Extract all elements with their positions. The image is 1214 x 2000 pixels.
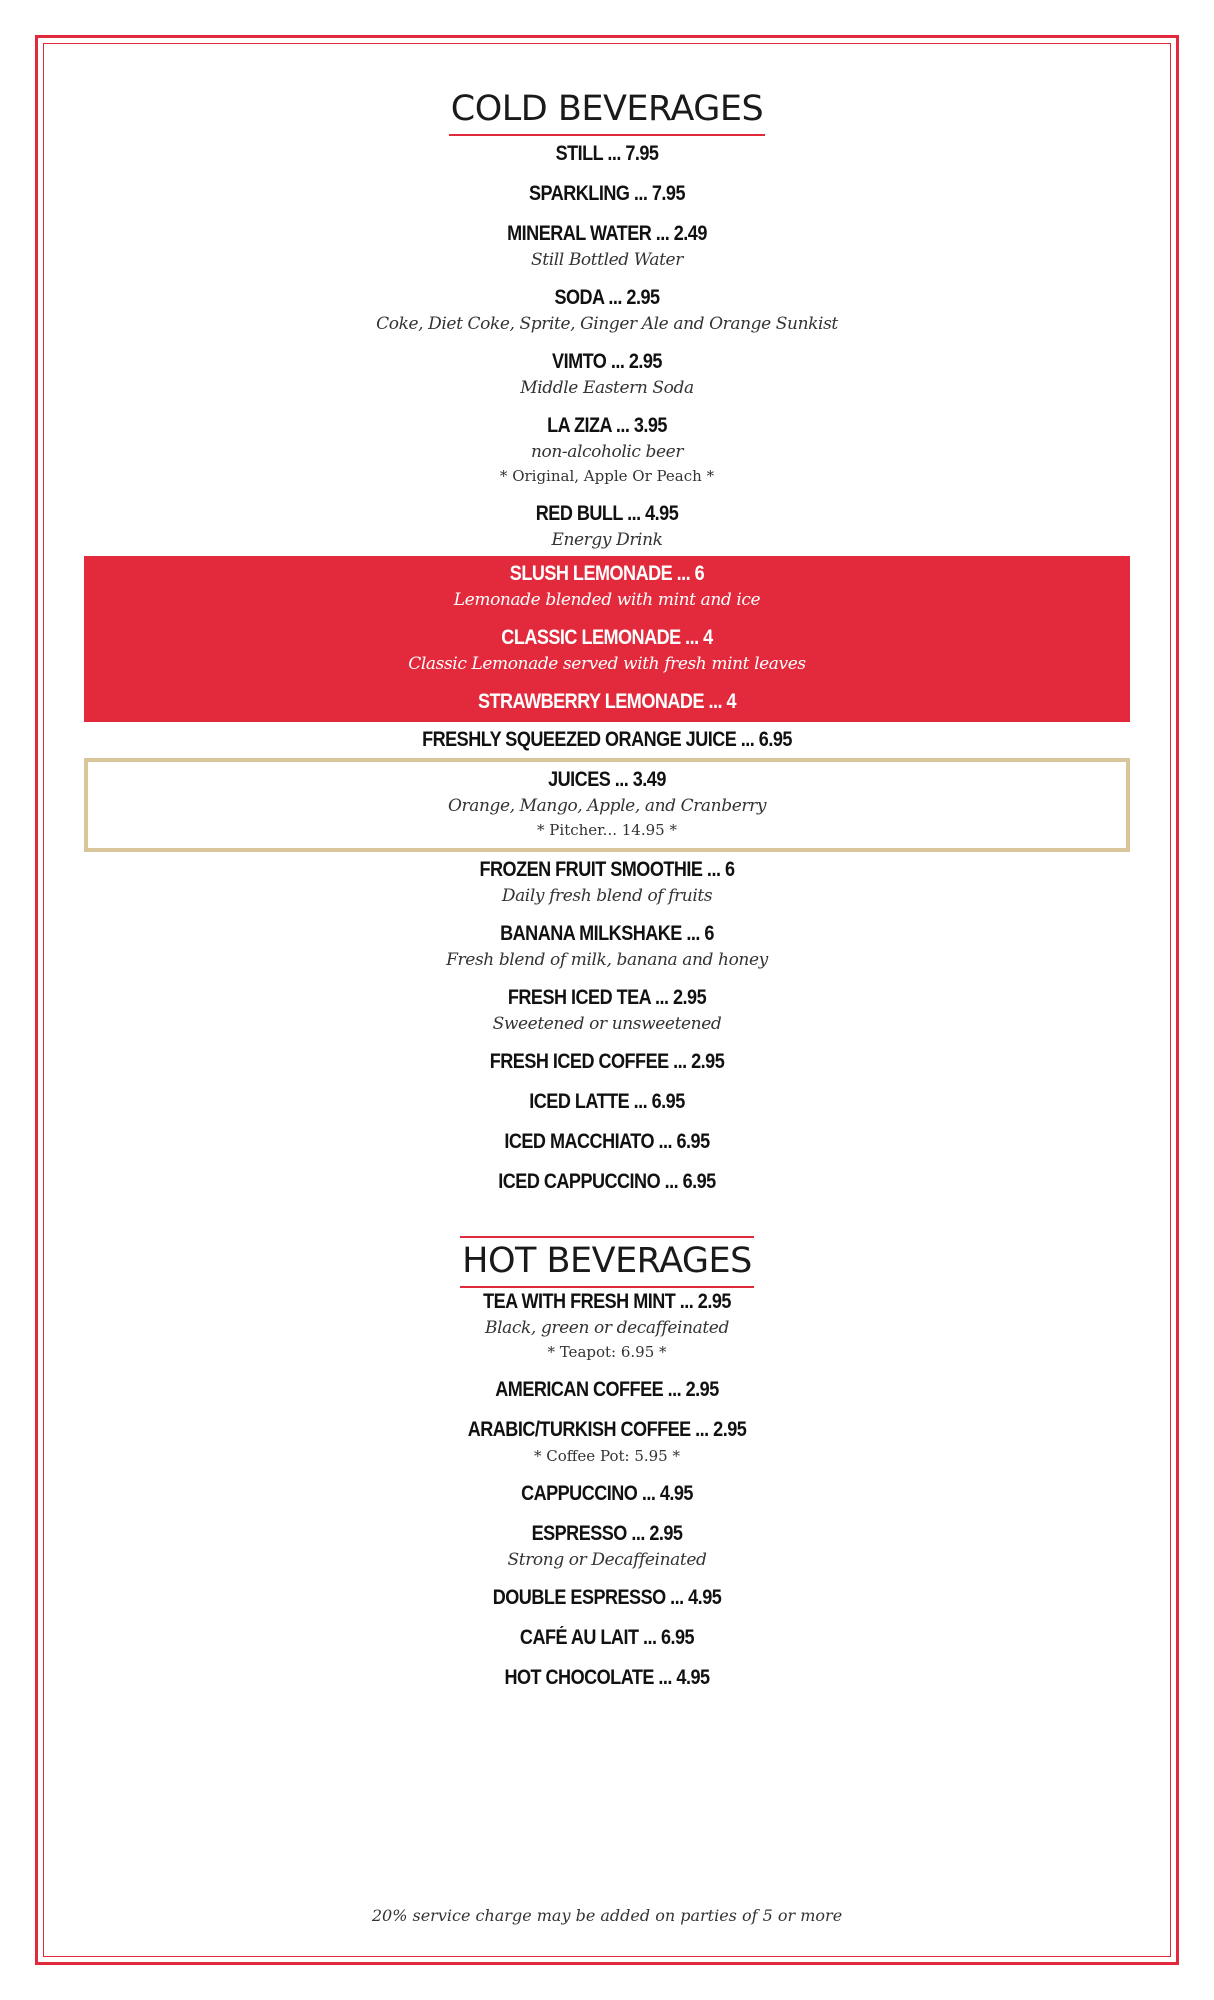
item-name: HOT CHOCOLATE ... 4.95 bbox=[504, 1666, 710, 1689]
item-description: Energy Drink bbox=[551, 530, 663, 550]
menu-item bbox=[0, 1664, 1214, 1692]
item-name: ICED LATTE ... 6.95 bbox=[529, 1090, 685, 1113]
menu-item bbox=[0, 412, 1214, 488]
item-description: Coke, Diet Coke, Sprite, Ginger Ale and Orange Sunkist bbox=[376, 314, 838, 334]
menu-item-orange-juice bbox=[0, 726, 1214, 754]
item-name: FRESH ICED COFFEE ... 2.95 bbox=[489, 1050, 725, 1073]
juices-featured-box bbox=[84, 758, 1130, 852]
item-description: Strong or Decaffeinated bbox=[507, 1550, 707, 1570]
menu-item bbox=[0, 284, 1214, 336]
item-name: STILL ... 7.95 bbox=[555, 142, 659, 165]
item-description: Fresh blend of milk, banana and honey bbox=[446, 950, 768, 970]
item-description: Classic Lemonade served with fresh mint leaves bbox=[408, 654, 806, 674]
menu-item bbox=[0, 1088, 1214, 1116]
item-name: JUICES ... 3.49 bbox=[548, 768, 666, 791]
item-note: * Teapot: 6.95 * bbox=[547, 1343, 667, 1361]
menu-item bbox=[0, 140, 1214, 168]
item-name: LA ZIZA ... 3.95 bbox=[547, 414, 667, 437]
menu-item bbox=[0, 220, 1214, 272]
hot-items bbox=[0, 1288, 1214, 1692]
item-description: Lemonade blended with mint and ice bbox=[453, 590, 761, 610]
menu-item bbox=[0, 1376, 1214, 1404]
menu-content bbox=[0, 88, 1214, 1692]
menu-item bbox=[0, 348, 1214, 400]
item-name: AMERICAN COFFEE ... 2.95 bbox=[495, 1378, 719, 1401]
item-name: FRESHLY SQUEEZED ORANGE JUICE ... 6.95 bbox=[422, 728, 792, 751]
item-note: * Original, Apple Or Peach * bbox=[499, 467, 715, 485]
menu-item bbox=[84, 560, 1130, 612]
item-name: FRESH ICED TEA ... 2.95 bbox=[507, 986, 707, 1009]
menu-item bbox=[0, 1520, 1214, 1572]
item-note: * Pitcher... 14.95 * bbox=[537, 821, 677, 839]
item-name: SODA ... 2.95 bbox=[554, 286, 660, 309]
item-name: ARABIC/TURKISH COFFEE ... 2.95 bbox=[467, 1418, 747, 1441]
menu-item bbox=[0, 1480, 1214, 1508]
item-description: Sweetened or unsweetened bbox=[492, 1014, 722, 1034]
lemonade-highlight-band bbox=[84, 556, 1130, 722]
cold-section-header bbox=[0, 88, 1214, 140]
hot-section-header bbox=[0, 1236, 1214, 1288]
item-note: * Coffee Pot: 5.95 * bbox=[534, 1447, 680, 1465]
menu-item bbox=[0, 856, 1214, 908]
cold-items-top bbox=[0, 140, 1214, 556]
item-description: non-alcoholic beer bbox=[530, 442, 684, 462]
item-name: CLASSIC LEMONADE ... 4 bbox=[501, 626, 713, 649]
cold-items-bottom bbox=[0, 856, 1214, 1196]
item-name: CAFÉ AU LAIT ... 6.95 bbox=[519, 1626, 695, 1649]
item-name: MINERAL WATER ... 2.49 bbox=[507, 222, 707, 245]
menu-item bbox=[0, 984, 1214, 1036]
item-name: TEA WITH FRESH MINT ... 2.95 bbox=[483, 1290, 731, 1313]
item-description: Black, green or decaffeinated bbox=[485, 1318, 729, 1338]
menu-item bbox=[0, 1128, 1214, 1156]
item-name: SLUSH LEMONADE ... 6 bbox=[509, 562, 705, 585]
hot-beverages-title: HOT BEVERAGES bbox=[460, 1236, 754, 1288]
menu-item bbox=[84, 624, 1130, 676]
item-name: STRAWBERRY LEMONADE ... 4 bbox=[477, 690, 737, 713]
menu-item bbox=[0, 1168, 1214, 1196]
item-name: ICED MACCHIATO ... 6.95 bbox=[504, 1130, 710, 1153]
menu-item bbox=[0, 1624, 1214, 1652]
item-name: DOUBLE ESPRESSO ... 4.95 bbox=[492, 1586, 722, 1609]
menu-item bbox=[0, 1584, 1214, 1612]
item-name: VIMTO ... 2.95 bbox=[552, 350, 662, 373]
item-description: Still Bottled Water bbox=[531, 250, 683, 270]
cold-beverages-title: COLD BEVERAGES bbox=[449, 88, 765, 136]
menu-item bbox=[84, 688, 1130, 716]
item-name: FROZEN FRUIT SMOOTHIE ... 6 bbox=[479, 858, 735, 881]
menu-item bbox=[0, 920, 1214, 972]
item-name: CAPPUCCINO ... 4.95 bbox=[521, 1482, 693, 1505]
item-name: ESPRESSO ... 2.95 bbox=[531, 1522, 683, 1545]
menu-item bbox=[0, 1416, 1214, 1468]
menu-item bbox=[0, 180, 1214, 208]
item-name: RED BULL ... 4.95 bbox=[535, 502, 679, 525]
menu-item bbox=[0, 1288, 1214, 1364]
item-name: SPARKLING ... 7.95 bbox=[529, 182, 685, 205]
item-name: BANANA MILKSHAKE ... 6 bbox=[500, 922, 714, 945]
menu-item bbox=[0, 1048, 1214, 1076]
item-name: ICED CAPPUCCINO ... 6.95 bbox=[498, 1170, 716, 1193]
item-description: Daily fresh blend of fruits bbox=[501, 886, 713, 906]
menu-item bbox=[0, 500, 1214, 552]
item-description: Orange, Mango, Apple, and Cranberry bbox=[447, 796, 767, 816]
service-charge-note: 20% service charge may be added on parties of 5 or more bbox=[371, 1906, 843, 1925]
item-description: Middle Eastern Soda bbox=[520, 378, 694, 398]
